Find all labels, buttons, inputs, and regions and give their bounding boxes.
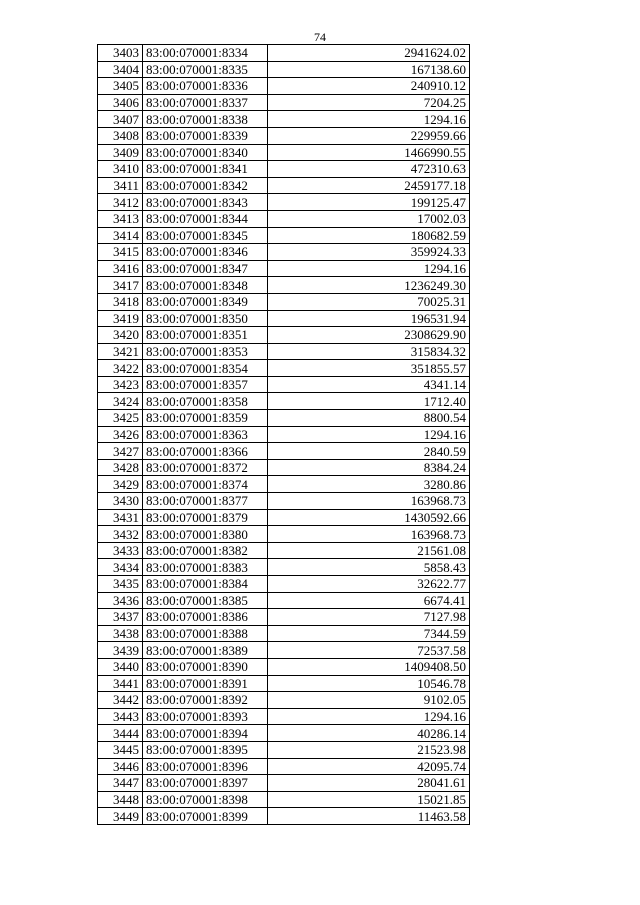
row-number-cell: 3424	[98, 393, 143, 410]
table-row	[98, 194, 470, 211]
cadastral-number-cell: 83:00:070001:8348	[143, 277, 268, 294]
table-row	[98, 725, 470, 742]
row-number-cell: 3447	[98, 775, 143, 792]
value-cell: 196531.94	[268, 310, 470, 327]
value-cell: 70025.31	[268, 293, 470, 310]
value-cell: 167138.60	[268, 61, 470, 78]
row-number-cell: 3410	[98, 161, 143, 178]
value-cell: 229959.66	[268, 127, 470, 144]
table-row	[98, 111, 470, 128]
value-cell: 28041.61	[268, 775, 470, 792]
row-number-cell: 3421	[98, 343, 143, 360]
value-cell: 15021.85	[268, 791, 470, 808]
table-row	[98, 592, 470, 609]
value-cell: 163968.73	[268, 526, 470, 543]
row-number-cell: 3430	[98, 493, 143, 510]
value-cell: 2459177.18	[268, 177, 470, 194]
value-cell: 1294.16	[268, 708, 470, 725]
cadastral-number-cell: 83:00:070001:8388	[143, 625, 268, 642]
table-row	[98, 642, 470, 659]
value-cell: 1236249.30	[268, 277, 470, 294]
table-row	[98, 144, 470, 161]
cadastral-number-cell: 83:00:070001:8343	[143, 194, 268, 211]
cadastral-number-cell: 83:00:070001:8339	[143, 127, 268, 144]
table-row	[98, 376, 470, 393]
row-number-cell: 3445	[98, 741, 143, 758]
table-row	[98, 791, 470, 808]
cadastral-number-cell: 83:00:070001:8366	[143, 443, 268, 460]
row-number-cell: 3432	[98, 526, 143, 543]
table-row	[98, 327, 470, 344]
row-number-cell: 3409	[98, 144, 143, 161]
row-number-cell: 3416	[98, 260, 143, 277]
cadastral-number-cell: 83:00:070001:8399	[143, 808, 268, 825]
value-cell: 1712.40	[268, 393, 470, 410]
row-number-cell: 3403	[98, 45, 143, 62]
table-row	[98, 443, 470, 460]
table-row	[98, 393, 470, 410]
row-number-cell: 3408	[98, 127, 143, 144]
row-number-cell: 3441	[98, 675, 143, 692]
cadastral-number-cell: 83:00:070001:8372	[143, 459, 268, 476]
table-row	[98, 410, 470, 427]
table-row	[98, 260, 470, 277]
cadastral-number-cell: 83:00:070001:8344	[143, 210, 268, 227]
row-number-cell: 3411	[98, 177, 143, 194]
value-cell: 1294.16	[268, 260, 470, 277]
table-row	[98, 675, 470, 692]
value-cell: 7127.98	[268, 609, 470, 626]
table-row	[98, 360, 470, 377]
cadastral-number-cell: 83:00:070001:8347	[143, 260, 268, 277]
value-cell: 2308629.90	[268, 327, 470, 344]
table-row	[98, 177, 470, 194]
value-cell: 7204.25	[268, 94, 470, 111]
table-body	[98, 45, 470, 825]
table-row	[98, 244, 470, 261]
value-cell: 8800.54	[268, 410, 470, 427]
value-cell: 4341.14	[268, 376, 470, 393]
row-number-cell: 3440	[98, 658, 143, 675]
table-row	[98, 45, 470, 62]
cadastral-number-cell: 83:00:070001:8390	[143, 658, 268, 675]
table-row	[98, 658, 470, 675]
cadastral-number-cell: 83:00:070001:8389	[143, 642, 268, 659]
cadastral-number-cell: 83:00:070001:8345	[143, 227, 268, 244]
row-number-cell: 3437	[98, 609, 143, 626]
row-number-cell: 3428	[98, 459, 143, 476]
cadastral-number-cell: 83:00:070001:8346	[143, 244, 268, 261]
value-cell: 6674.41	[268, 592, 470, 609]
table-row	[98, 277, 470, 294]
cadastral-number-cell: 83:00:070001:8380	[143, 526, 268, 543]
value-cell: 180682.59	[268, 227, 470, 244]
value-cell: 32622.77	[268, 576, 470, 593]
value-cell: 10546.78	[268, 675, 470, 692]
row-number-cell: 3433	[98, 542, 143, 559]
cadastral-number-cell: 83:00:070001:8350	[143, 310, 268, 327]
row-number-cell: 3405	[98, 78, 143, 95]
row-number-cell: 3407	[98, 111, 143, 128]
cadastral-number-cell: 83:00:070001:8340	[143, 144, 268, 161]
table-row	[98, 127, 470, 144]
cadastral-number-cell: 83:00:070001:8353	[143, 343, 268, 360]
value-cell: 1430592.66	[268, 509, 470, 526]
row-number-cell: 3419	[98, 310, 143, 327]
value-cell: 5858.43	[268, 559, 470, 576]
table-row	[98, 559, 470, 576]
row-number-cell: 3429	[98, 476, 143, 493]
table-row	[98, 293, 470, 310]
cadastral-number-cell: 83:00:070001:8382	[143, 542, 268, 559]
row-number-cell: 3412	[98, 194, 143, 211]
row-number-cell: 3449	[98, 808, 143, 825]
cadastral-number-cell: 83:00:070001:8341	[143, 161, 268, 178]
table-row	[98, 775, 470, 792]
row-number-cell: 3413	[98, 210, 143, 227]
value-cell: 72537.58	[268, 642, 470, 659]
cadastral-number-cell: 83:00:070001:8334	[143, 45, 268, 62]
value-cell: 2840.59	[268, 443, 470, 460]
value-cell: 9102.05	[268, 692, 470, 709]
row-number-cell: 3435	[98, 576, 143, 593]
value-cell: 1294.16	[268, 426, 470, 443]
cadastral-number-cell: 83:00:070001:8357	[143, 376, 268, 393]
value-cell: 163968.73	[268, 493, 470, 510]
cadastral-number-cell: 83:00:070001:8359	[143, 410, 268, 427]
table-row	[98, 625, 470, 642]
cadastral-number-cell: 83:00:070001:8394	[143, 725, 268, 742]
value-cell: 2941624.02	[268, 45, 470, 62]
cadastral-value-table	[97, 44, 470, 825]
cadastral-number-cell: 83:00:070001:8338	[143, 111, 268, 128]
table-row	[98, 692, 470, 709]
value-cell: 42095.74	[268, 758, 470, 775]
table-row	[98, 227, 470, 244]
cadastral-number-cell: 83:00:070001:8342	[143, 177, 268, 194]
value-cell: 199125.47	[268, 194, 470, 211]
cadastral-number-cell: 83:00:070001:8379	[143, 509, 268, 526]
row-number-cell: 3446	[98, 758, 143, 775]
cadastral-number-cell: 83:00:070001:8336	[143, 78, 268, 95]
table-row	[98, 509, 470, 526]
cadastral-number-cell: 83:00:070001:8358	[143, 393, 268, 410]
cadastral-number-cell: 83:00:070001:8395	[143, 741, 268, 758]
row-number-cell: 3417	[98, 277, 143, 294]
table-row	[98, 61, 470, 78]
cadastral-number-cell: 83:00:070001:8384	[143, 576, 268, 593]
value-cell: 1294.16	[268, 111, 470, 128]
cadastral-number-cell: 83:00:070001:8396	[143, 758, 268, 775]
table-row	[98, 526, 470, 543]
table-row	[98, 576, 470, 593]
value-cell: 21523.98	[268, 741, 470, 758]
row-number-cell: 3418	[98, 293, 143, 310]
table-row	[98, 476, 470, 493]
value-cell: 8384.24	[268, 459, 470, 476]
row-number-cell: 3442	[98, 692, 143, 709]
cadastral-number-cell: 83:00:070001:8393	[143, 708, 268, 725]
cadastral-number-cell: 83:00:070001:8363	[143, 426, 268, 443]
value-cell: 472310.63	[268, 161, 470, 178]
row-number-cell: 3443	[98, 708, 143, 725]
value-cell: 17002.03	[268, 210, 470, 227]
table-row	[98, 343, 470, 360]
row-number-cell: 3426	[98, 426, 143, 443]
table-row	[98, 609, 470, 626]
value-cell: 40286.14	[268, 725, 470, 742]
table-row	[98, 758, 470, 775]
row-number-cell: 3414	[98, 227, 143, 244]
cadastral-number-cell: 83:00:070001:8391	[143, 675, 268, 692]
table-row	[98, 161, 470, 178]
row-number-cell: 3420	[98, 327, 143, 344]
cadastral-number-cell: 83:00:070001:8374	[143, 476, 268, 493]
value-cell: 351855.57	[268, 360, 470, 377]
table-row	[98, 78, 470, 95]
row-number-cell: 3422	[98, 360, 143, 377]
cadastral-number-cell: 83:00:070001:8398	[143, 791, 268, 808]
cadastral-number-cell: 83:00:070001:8397	[143, 775, 268, 792]
cadastral-number-cell: 83:00:070001:8385	[143, 592, 268, 609]
value-cell: 1409408.50	[268, 658, 470, 675]
row-number-cell: 3423	[98, 376, 143, 393]
table-row	[98, 94, 470, 111]
cadastral-number-cell: 83:00:070001:8337	[143, 94, 268, 111]
table-row	[98, 426, 470, 443]
row-number-cell: 3425	[98, 410, 143, 427]
value-cell: 1466990.55	[268, 144, 470, 161]
cadastral-number-cell: 83:00:070001:8351	[143, 327, 268, 344]
row-number-cell: 3406	[98, 94, 143, 111]
row-number-cell: 3434	[98, 559, 143, 576]
row-number-cell: 3415	[98, 244, 143, 261]
row-number-cell: 3448	[98, 791, 143, 808]
row-number-cell: 3438	[98, 625, 143, 642]
table-row	[98, 493, 470, 510]
cadastral-number-cell: 83:00:070001:8349	[143, 293, 268, 310]
cadastral-number-cell: 83:00:070001:8354	[143, 360, 268, 377]
value-cell: 7344.59	[268, 625, 470, 642]
table-row	[98, 459, 470, 476]
row-number-cell: 3436	[98, 592, 143, 609]
value-cell: 3280.86	[268, 476, 470, 493]
cadastral-number-cell: 83:00:070001:8335	[143, 61, 268, 78]
value-cell: 359924.33	[268, 244, 470, 261]
cadastral-number-cell: 83:00:070001:8383	[143, 559, 268, 576]
table-row	[98, 741, 470, 758]
table-row	[98, 210, 470, 227]
value-cell: 315834.32	[268, 343, 470, 360]
table-row	[98, 310, 470, 327]
row-number-cell: 3427	[98, 443, 143, 460]
row-number-cell: 3431	[98, 509, 143, 526]
table-row	[98, 542, 470, 559]
cadastral-number-cell: 83:00:070001:8392	[143, 692, 268, 709]
value-cell: 21561.08	[268, 542, 470, 559]
row-number-cell: 3439	[98, 642, 143, 659]
cadastral-number-cell: 83:00:070001:8386	[143, 609, 268, 626]
cadastral-number-cell: 83:00:070001:8377	[143, 493, 268, 510]
row-number-cell: 3404	[98, 61, 143, 78]
value-cell: 240910.12	[268, 78, 470, 95]
table-row	[98, 708, 470, 725]
page-number: 74	[314, 30, 326, 44]
row-number-cell: 3444	[98, 725, 143, 742]
table-row	[98, 808, 470, 825]
value-cell: 11463.58	[268, 808, 470, 825]
